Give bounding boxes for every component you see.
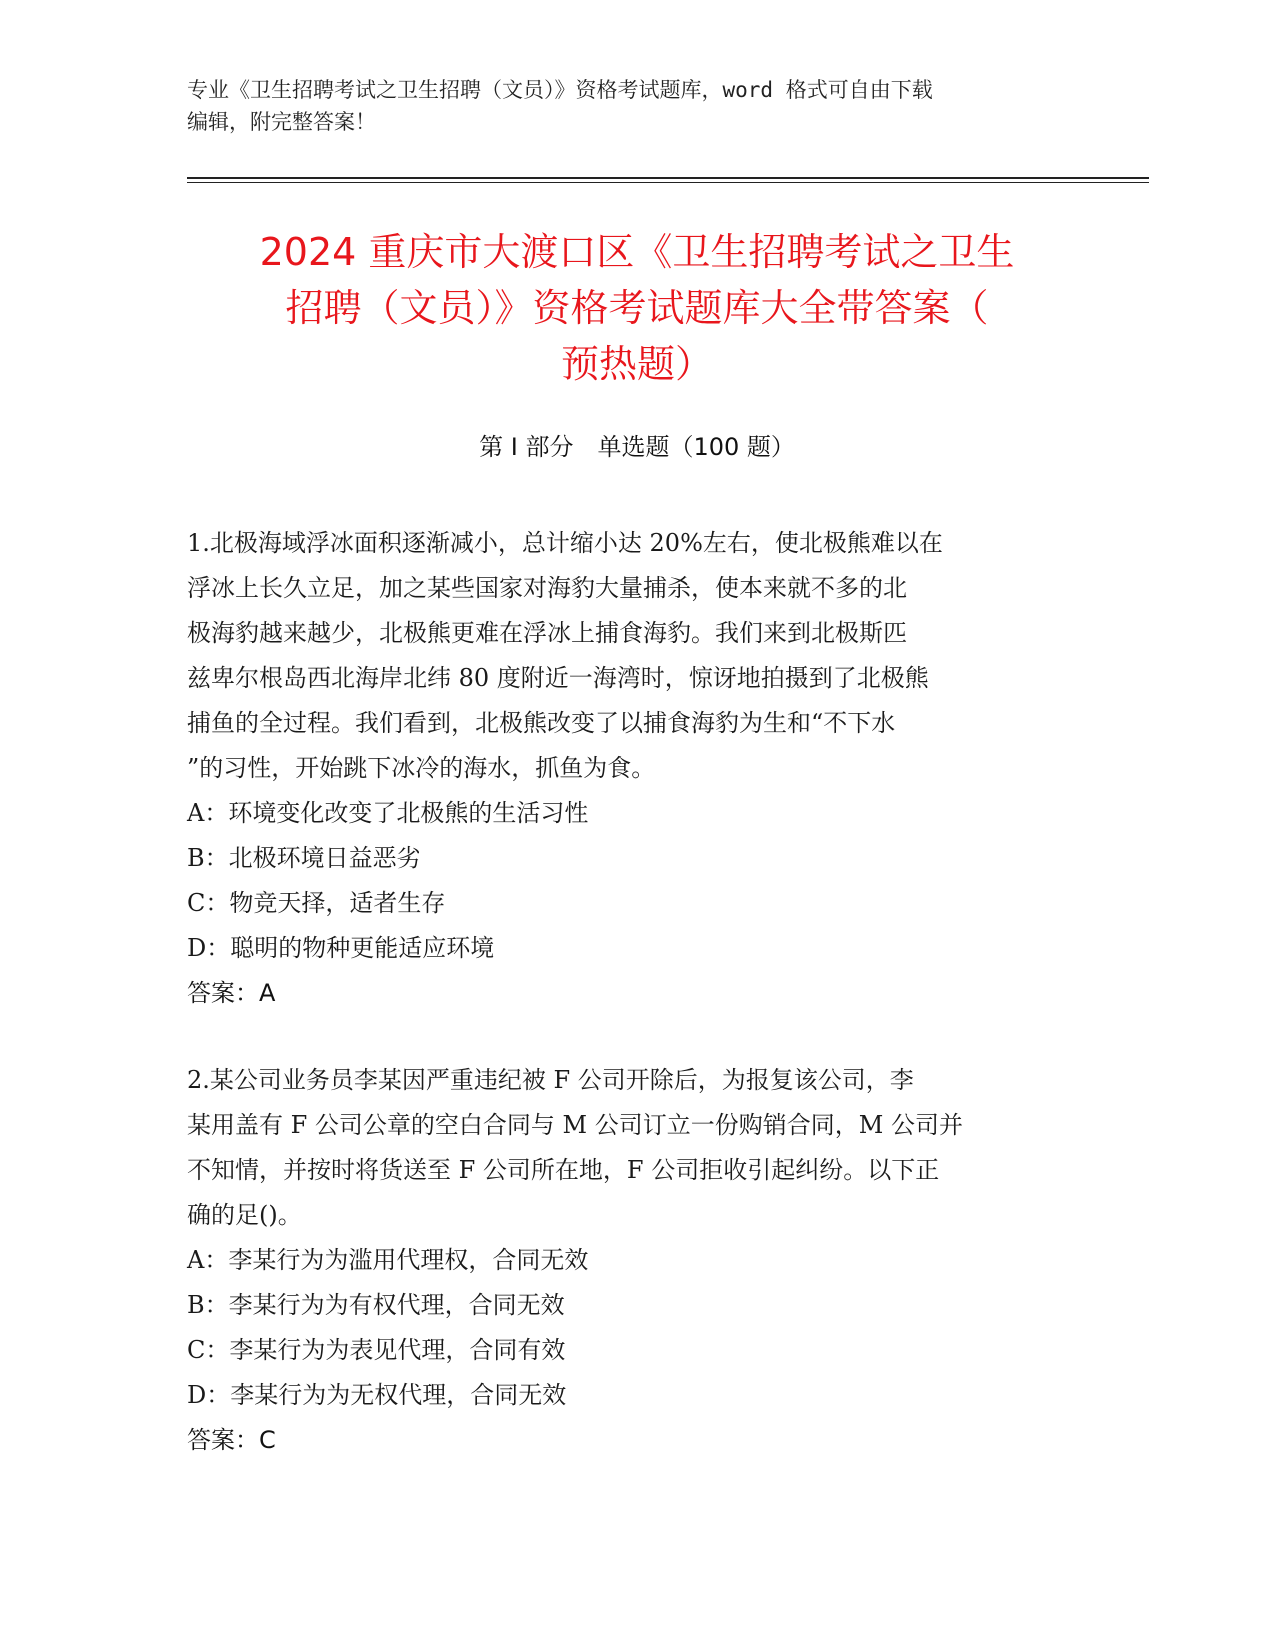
option-b: B：李某行为为有权代理，合同无效 bbox=[187, 1291, 565, 1319]
option-b: B：北极环境日益恶劣 bbox=[187, 844, 421, 872]
stem-line: 确的足()。 bbox=[187, 1201, 302, 1229]
section-heading: 第 I 部分 单选题（100 题） bbox=[479, 433, 795, 461]
question-stem bbox=[187, 521, 1087, 791]
stem-line: 某用盖有 F 公司公章的空白合同与 M 公司订立一份购销合同，M 公司并 bbox=[187, 1111, 963, 1139]
answer: 答案：C bbox=[187, 1426, 276, 1454]
question-stem bbox=[187, 1058, 1087, 1238]
document-header bbox=[187, 74, 1087, 138]
document-title bbox=[187, 224, 1087, 392]
option-d: D：聪明的物种更能适应环境 bbox=[187, 934, 495, 962]
header-rule-thick bbox=[187, 177, 1149, 179]
option-c: C：物竞天择，适者生存 bbox=[187, 889, 446, 917]
stem-line: 2.某公司业务员李某因严重违纪被 F 公司开除后，为报复该公司，李 bbox=[187, 1066, 914, 1094]
question-list bbox=[187, 521, 1087, 1505]
question-1 bbox=[187, 521, 1087, 1016]
title-line-2: 招聘（文员）》资格考试题库大全带答案（ bbox=[285, 286, 989, 330]
option-c: C：李某行为为表见代理，合同有效 bbox=[187, 1336, 566, 1364]
title-line-1: 2024 重庆市大渡口区《卫生招聘考试之卫生 bbox=[259, 230, 1015, 274]
answer: 答案：A bbox=[187, 979, 276, 1007]
stem-line: 1.北极海域浮冰面积逐渐减小，总计缩小达 20%左右，使北极熊难以在 bbox=[187, 529, 943, 557]
option-d: D：李某行为为无权代理，合同无效 bbox=[187, 1381, 567, 1409]
option-a: A：李某行为为滥用代理权，合同无效 bbox=[187, 1246, 589, 1274]
header-rule-thin bbox=[187, 182, 1149, 183]
stem-line: 捕鱼的全过程。我们看到，北极熊改变了以捕食海豹为生和“不下水 bbox=[187, 709, 896, 737]
title-line-3: 预热题） bbox=[560, 342, 713, 386]
stem-line: 浮冰上长久立足，加之某些国家对海豹大量捕杀，使本来就不多的北 bbox=[187, 574, 907, 602]
stem-line: 兹卑尔根岛西北海岸北纬 80 度附近一海湾时，惊讶地拍摄到了北极熊 bbox=[187, 664, 929, 692]
stem-line: ”的习性，开始跳下冰冷的海水，抓鱼为食。 bbox=[187, 754, 656, 782]
option-a: A：环境变化改变了北极熊的生活习性 bbox=[187, 799, 589, 827]
stem-line: 极海豹越来越少，北极熊更难在浮冰上捕食海豹。我们来到北极斯匹 bbox=[187, 619, 907, 647]
question-2 bbox=[187, 1058, 1087, 1463]
stem-line: 不知情，并按时将货送至 F 公司所在地，F 公司拒收引起纠纷。以下正 bbox=[187, 1156, 940, 1184]
header-line-2: 编辑，附完整答案！ bbox=[187, 110, 376, 134]
header-line-1: 专业《卫生招聘考试之卫生招聘（文员）》资格考试题库，word 格式可自由下载 bbox=[187, 78, 933, 102]
